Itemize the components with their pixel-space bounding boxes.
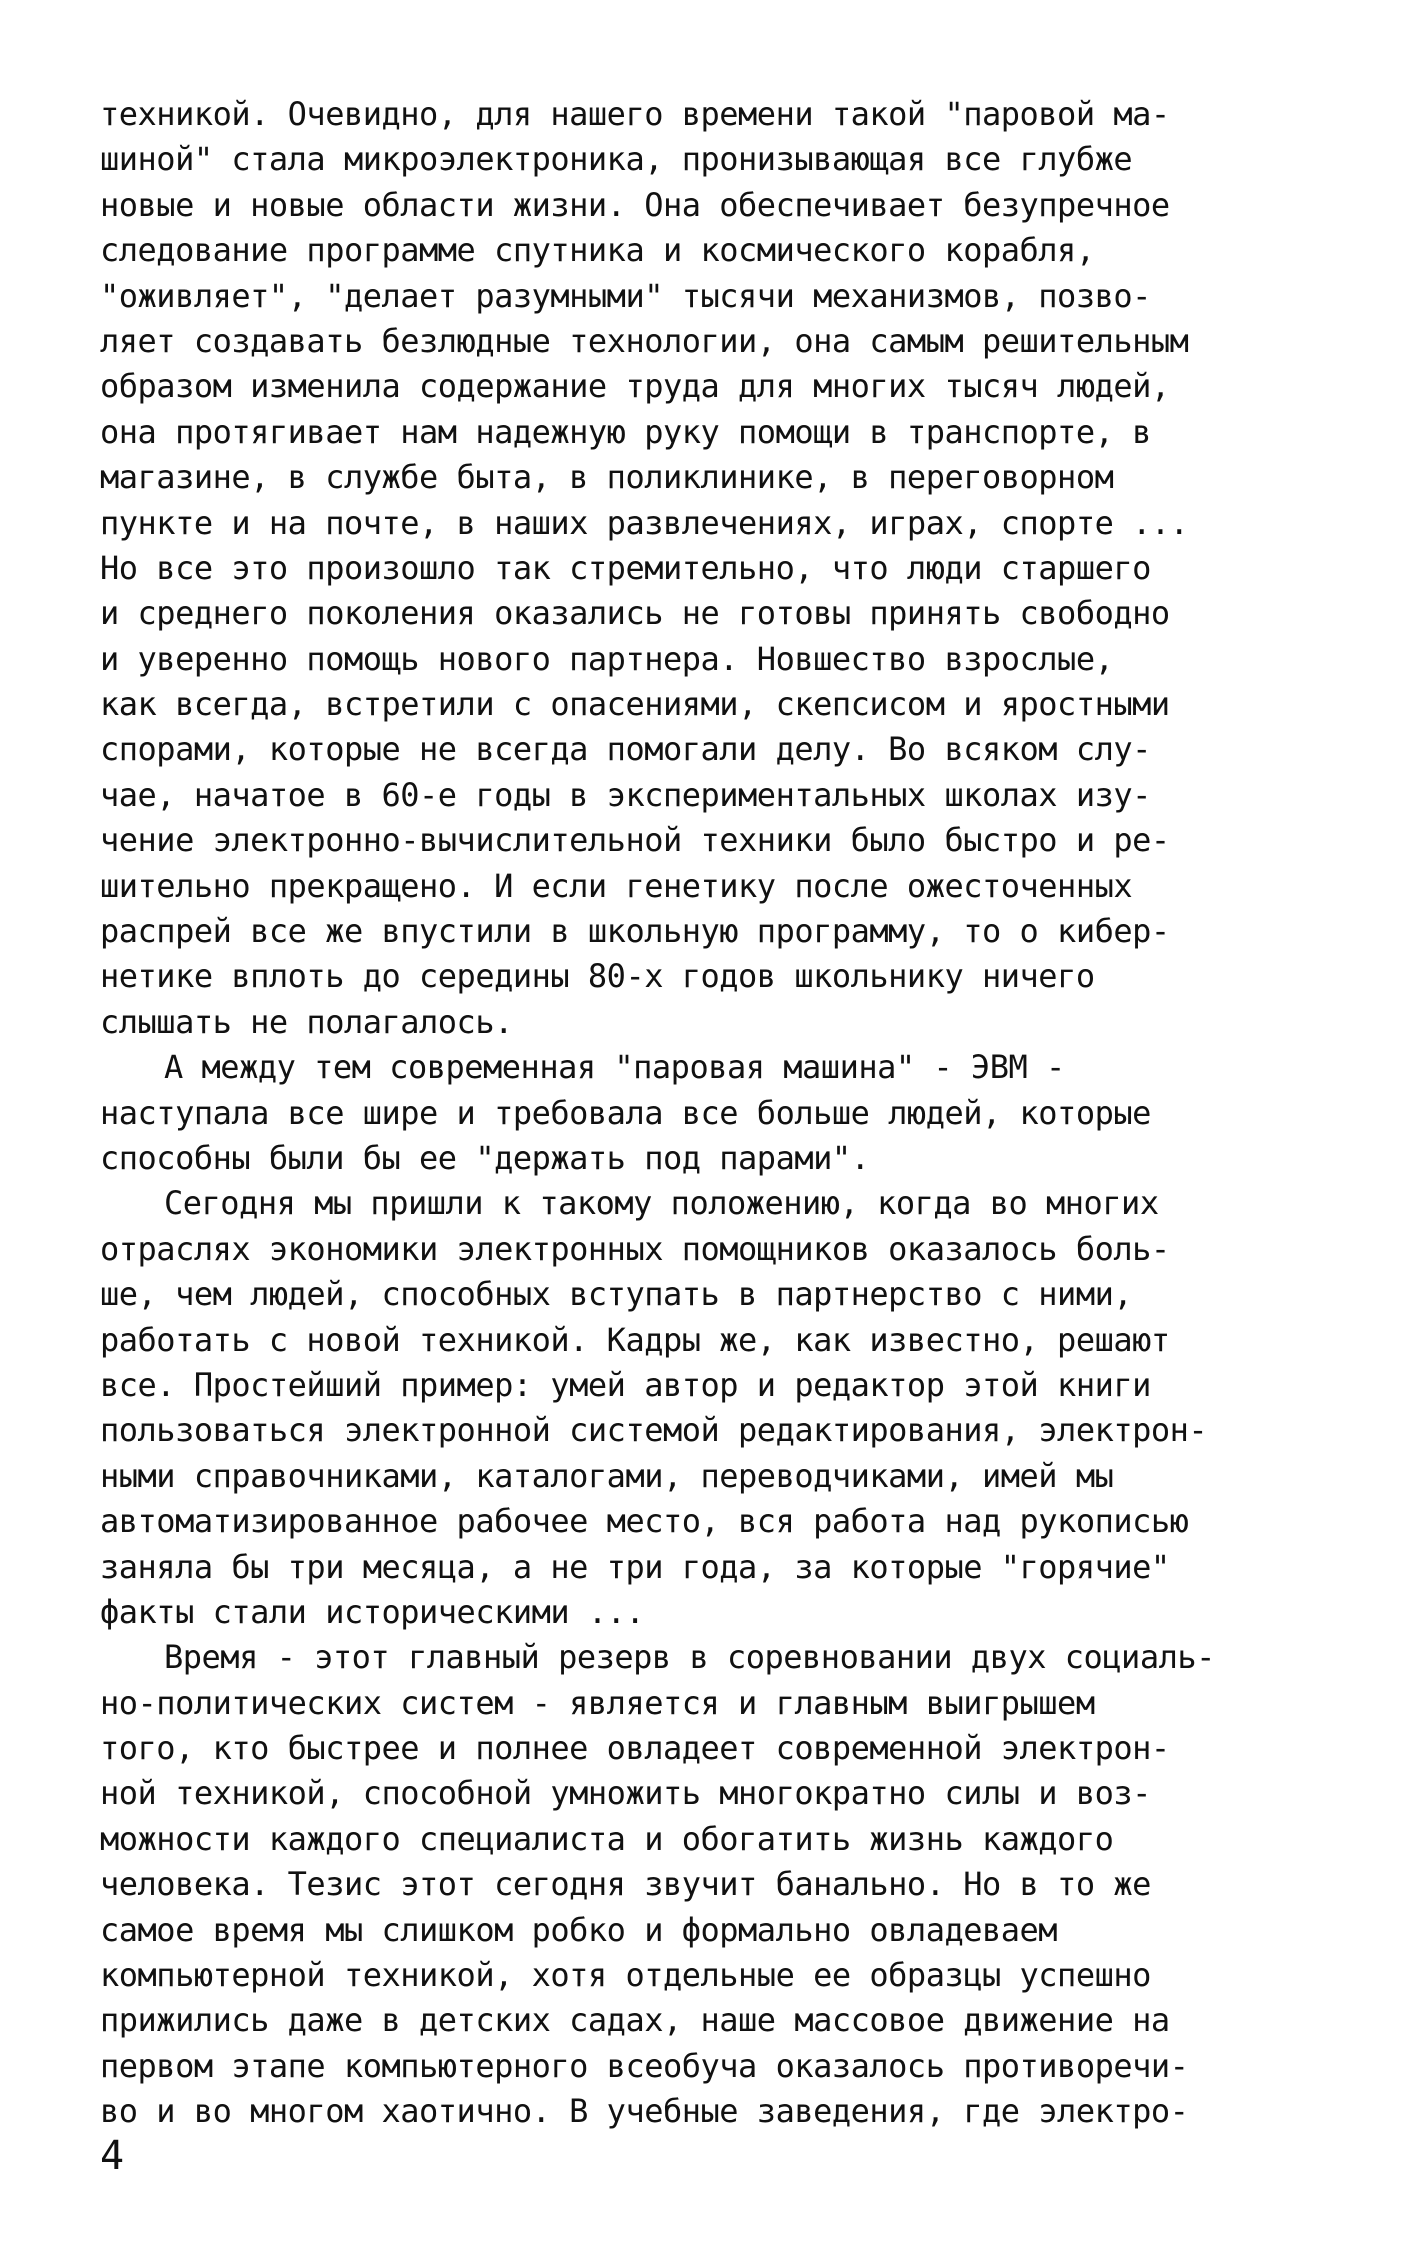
text-line: техникой. Очевидно, для нашего времени такой "паровой ма- — [100, 95, 1170, 133]
text-line: и среднего поколения оказались не готовы принять свободно — [100, 594, 1170, 633]
text-line: образом изменила содержание труда для многих тысяч людей, — [100, 367, 1170, 406]
text-line: шительно прекращено. И если генетику после ожесточенных — [100, 866, 1133, 905]
text-line: ной техникой, способной умножить многократно силы и воз- — [100, 1774, 1151, 1813]
text-line: магазине, в службе быта, в поликлинике, в переговорном — [100, 458, 1114, 497]
text-line: нетике вплоть до середины 80-х годов школьнику ничего — [100, 957, 1095, 996]
text-line: Но все это произошло так стремительно, что люди старшего — [100, 548, 1151, 587]
text-line: заняла бы три месяца, а не три года, за которые "горячие" — [100, 1547, 1170, 1586]
text-line: Время - этот главный резерв в соревновании двух социаль- — [164, 1638, 1215, 1677]
text-line: человека. Тезис этот сегодня звучит банально. Но в то же — [100, 1865, 1151, 1904]
paragraph-4 — [100, 1635, 1330, 2134]
text-line: первом этапе компьютерного всеобуча оказалось противоречи- — [100, 2046, 1189, 2085]
text-line: шиной" стала микроэлектроника, пронизывающая все глубже — [100, 140, 1133, 179]
text-line: она протягивает нам надежную руку помощи в транспорте, в — [100, 412, 1151, 451]
text-line: прижились даже в детских садах, наше массовое движение на — [100, 2001, 1170, 2040]
text-line: во и во многом хаотично. В учебные заведения, где электро- — [100, 2092, 1189, 2131]
paragraph-3 — [100, 1181, 1330, 1635]
text-line: пункте и на почте, в наших развлечениях, играх, спорте ... — [100, 503, 1189, 542]
text-line: работать с новой техникой. Кадры же, как известно, решают — [100, 1320, 1170, 1359]
text-line: самое время мы слишком робко и формально овладеваем — [100, 1910, 1058, 1949]
text-line: ными справочниками, каталогами, переводчиками, имей мы — [100, 1456, 1114, 1495]
text-line: пользоваться электронной системой редактирования, электрон- — [100, 1411, 1208, 1450]
text-line: наступала все шире и требовала все больше людей, которые — [100, 1093, 1151, 1132]
paragraph-2 — [100, 1045, 1330, 1181]
text-line: чение электронно-вычислительной техники было быстро и ре- — [100, 821, 1170, 860]
text-line: как всегда, встретили с опасениями, скепсисом и яростными — [100, 685, 1170, 724]
text-line: следование программе спутника и космического корабля, — [100, 231, 1095, 270]
text-line: ляет создавать безлюдные технологии, она самым решительным — [100, 321, 1189, 360]
text-line: факты стали историческими ... — [100, 1592, 645, 1631]
text-line: способны были бы ее "держать под парами". — [100, 1138, 870, 1177]
text-line: и уверенно помощь нового партнера. Новшество взрослые, — [100, 639, 1114, 678]
text-line: все. Простейший пример: умей автор и редактор этой книги — [100, 1365, 1151, 1404]
page-number: 4 — [100, 2133, 125, 2179]
text-line: слышать не полагалось. — [100, 1002, 513, 1041]
text-line: новые и новые области жизни. Она обеспечивает безупречное — [100, 185, 1170, 224]
text-line: но-политических систем - является и главным выигрышем — [100, 1683, 1095, 1722]
text-line: "оживляет", "делает разумными" тысячи механизмов, позво- — [100, 276, 1151, 315]
text-line: ше, чем людей, способных вступать в партнерство с ними, — [100, 1275, 1133, 1314]
page-body — [100, 92, 1330, 2135]
text-line: можности каждого специалиста и обогатить жизнь каждого — [100, 1819, 1114, 1858]
text-line: отраслях экономики электронных помощников оказалось боль- — [100, 1229, 1170, 1268]
text-line: спорами, которые не всегда помогали делу. Во всяком слу- — [100, 730, 1151, 769]
text-line: компьютерной техникой, хотя отдельные ее образцы успешно — [100, 1956, 1151, 1995]
text-line: А между тем современная "паровая машина" - ЭВМ - — [164, 1048, 1065, 1087]
text-line: автоматизированное рабочее место, вся работа над рукописью — [100, 1502, 1189, 1541]
text-line: Сегодня мы пришли к такому положению, когда во многих — [164, 1184, 1159, 1223]
paragraph-1 — [100, 92, 1330, 1045]
text-line: того, кто быстрее и полнее овладеет современной электрон- — [100, 1729, 1170, 1768]
text-line: чае, начатое в 60-е годы в экспериментальных школах изу- — [100, 775, 1151, 814]
text-line: распрей все же впустили в школьную программу, то о кибер- — [100, 912, 1170, 951]
